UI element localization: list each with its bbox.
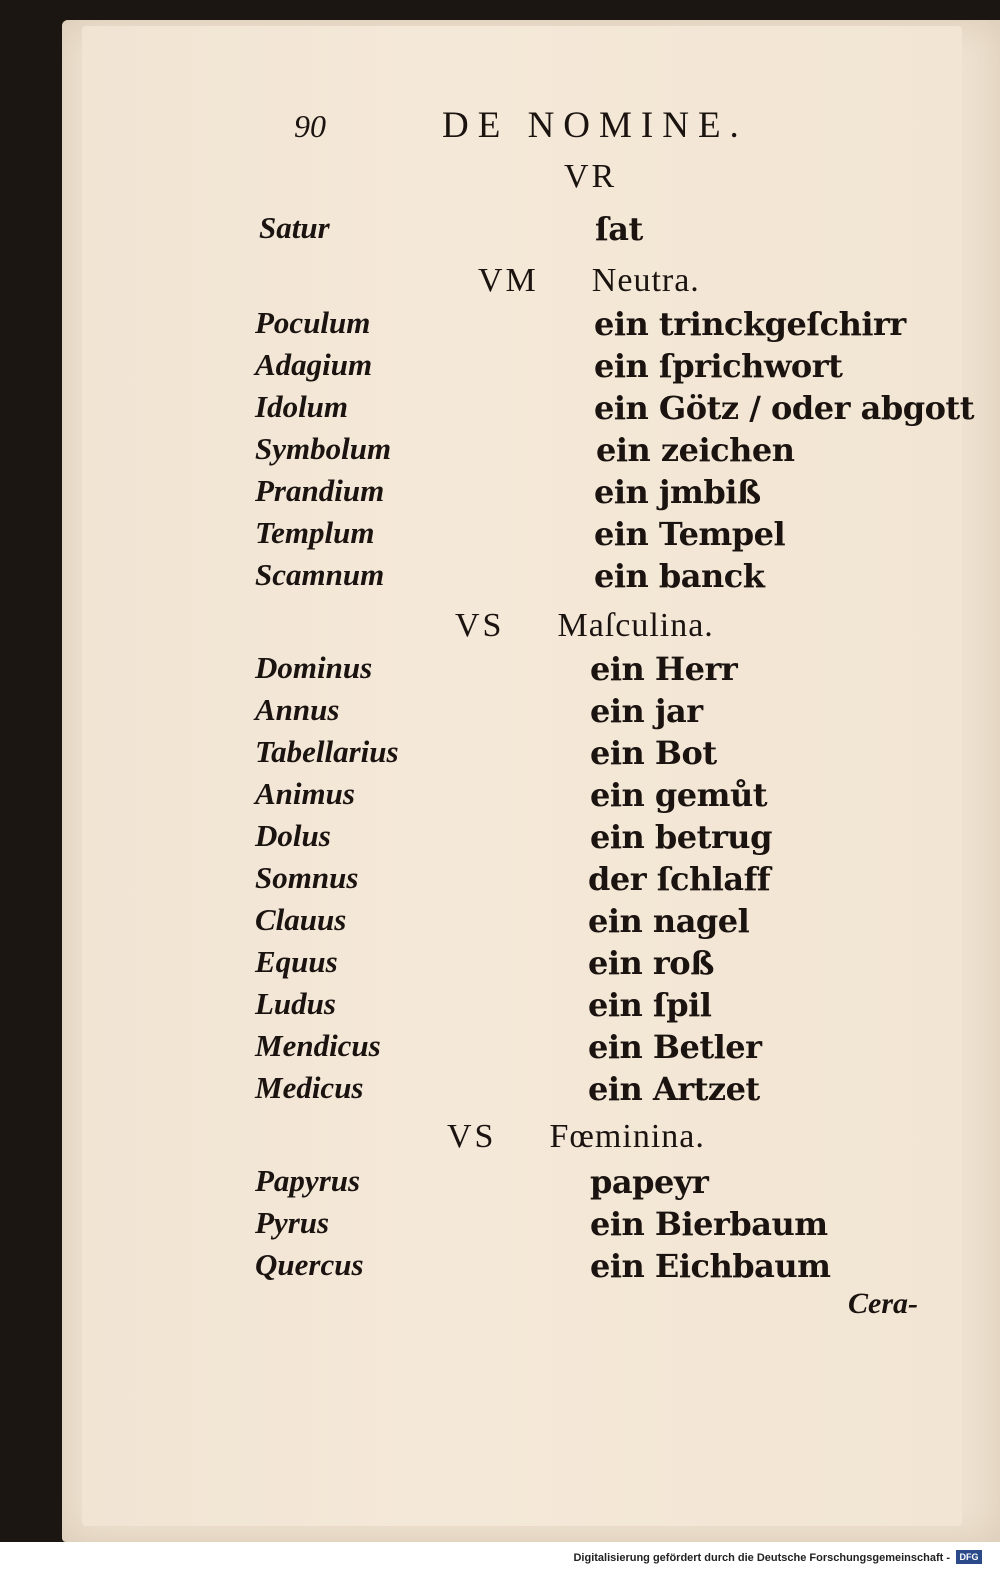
latin-word: Dominus bbox=[255, 650, 373, 685]
section-ending: VS bbox=[455, 607, 505, 644]
latin-word: Mendicus bbox=[255, 1028, 381, 1063]
latin-word: Scamnum bbox=[255, 557, 385, 592]
latin-word: Medicus bbox=[255, 1070, 364, 1105]
section-ending: VR bbox=[564, 158, 618, 195]
german-word: ein Artzet bbox=[588, 1070, 760, 1108]
german-word: ein jmbiß bbox=[594, 473, 761, 511]
german-word: ein ſpil bbox=[588, 986, 712, 1024]
german-word: ein Tempel bbox=[594, 515, 786, 553]
section-label: Maſculina. bbox=[557, 607, 714, 644]
latin-word: Templum bbox=[255, 515, 375, 550]
section-heading-vr bbox=[564, 158, 617, 196]
latin-word: Pyrus bbox=[255, 1205, 330, 1240]
latin-word: Ludus bbox=[255, 986, 336, 1021]
latin-word: Tabellarius bbox=[255, 734, 399, 769]
german-word: ein ſprichwort bbox=[594, 347, 843, 385]
dfg-logo-icon: DFG bbox=[956, 1550, 982, 1564]
german-word: ein trinckgeſchirr bbox=[594, 305, 906, 343]
section-label: Neutra. bbox=[591, 262, 700, 299]
german-word: ein Herr bbox=[590, 650, 738, 688]
latin-word: Papyrus bbox=[255, 1163, 361, 1198]
latin-word: Annus bbox=[255, 692, 340, 727]
latin-word: Dolus bbox=[255, 818, 331, 853]
german-word: ein Bot bbox=[590, 734, 717, 772]
page-paper bbox=[82, 26, 962, 1526]
german-word: ein Betler bbox=[588, 1028, 762, 1066]
latin-word: Animus bbox=[255, 776, 355, 811]
german-word: ein jar bbox=[590, 692, 703, 730]
section-ending: VS bbox=[447, 1118, 497, 1155]
german-word: ein Eichbaum bbox=[590, 1247, 831, 1285]
latin-word: Satur bbox=[259, 210, 330, 245]
german-word: ein Götz / oder abgott bbox=[594, 389, 974, 427]
latin-word: Somnus bbox=[255, 860, 359, 895]
latin-word: Adagium bbox=[255, 347, 373, 382]
section-ending: VM bbox=[478, 262, 539, 299]
section-heading-vs-masculina bbox=[455, 607, 714, 645]
latin-word: Quercus bbox=[255, 1247, 364, 1282]
catchword: Cera- bbox=[848, 1287, 918, 1320]
german-word: ein betrug bbox=[590, 818, 772, 856]
german-word: ein nagel bbox=[588, 902, 750, 940]
latin-word: Clauus bbox=[255, 902, 347, 937]
latin-word: Equus bbox=[255, 944, 338, 979]
latin-word: Symbolum bbox=[255, 431, 392, 466]
latin-word: Poculum bbox=[255, 305, 371, 340]
section-heading-vs-foeminina bbox=[447, 1118, 705, 1156]
german-word: ein Bierbaum bbox=[590, 1205, 828, 1243]
german-word: ein banck bbox=[594, 557, 765, 595]
german-word: ein gemůt bbox=[590, 776, 768, 814]
german-word: ſat bbox=[595, 210, 643, 248]
footer-bar bbox=[0, 1542, 1000, 1584]
running-head: DE NOMINE. bbox=[442, 105, 748, 146]
german-word: ein zeichen bbox=[596, 431, 795, 469]
section-label: Fœminina. bbox=[549, 1118, 705, 1155]
footer-credit: Digitalisierung gefördert durch die Deutsche Forschungsgemeinschaft - bbox=[573, 1552, 950, 1564]
german-word: papeyr bbox=[590, 1163, 709, 1201]
latin-word: Idolum bbox=[255, 389, 349, 424]
section-heading-vm bbox=[478, 262, 700, 300]
latin-word: Prandium bbox=[255, 473, 385, 508]
german-word: der ſchlaff bbox=[588, 860, 771, 898]
page-number: 90 bbox=[294, 108, 326, 144]
german-word: ein roß bbox=[588, 944, 714, 982]
